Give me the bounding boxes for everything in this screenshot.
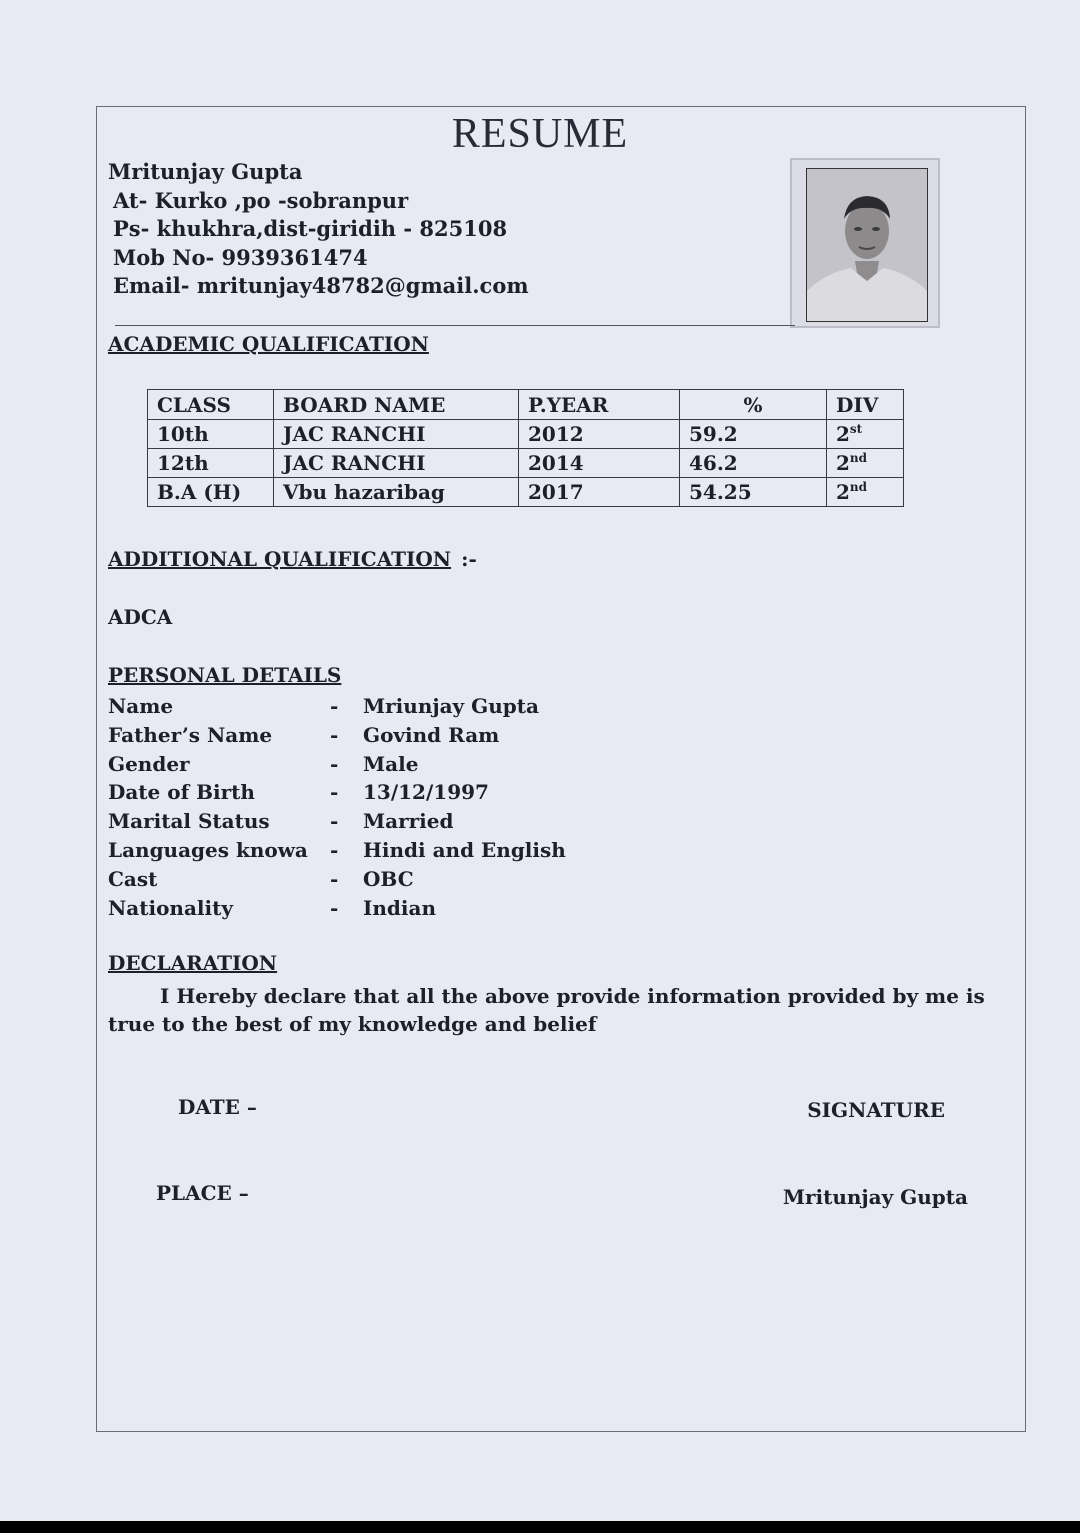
signature-label: SIGNATURE bbox=[807, 1098, 945, 1122]
email-address: Email- mritunjay48782@gmail.com bbox=[113, 273, 529, 298]
declaration-line-1: I Hereby declare that all the above provide information provided by me is bbox=[160, 984, 985, 1008]
table-row bbox=[148, 420, 904, 449]
applicant-name: Mritunjay Gupta bbox=[108, 159, 303, 184]
column-header: CLASS bbox=[148, 390, 274, 420]
table-cell: JAC RANCHI bbox=[274, 449, 519, 478]
personal-heading: PERSONAL DETAILS bbox=[108, 663, 342, 687]
table-cell: 54.25 bbox=[680, 478, 827, 507]
declaration-heading: DECLARATION bbox=[108, 951, 278, 975]
mobile-number: Mob No- 9939361474 bbox=[113, 244, 368, 270]
academic-table bbox=[147, 389, 904, 507]
table-cell: 2nd bbox=[827, 478, 904, 507]
signature-name: Mritunjay Gupta bbox=[782, 1185, 968, 1209]
table-cell: 2nd bbox=[827, 449, 904, 478]
column-header: DIV bbox=[827, 390, 904, 420]
table-cell: Vbu hazaribag bbox=[274, 478, 519, 507]
table-cell: 2014 bbox=[519, 449, 680, 478]
additional-qualification-value: ADCA bbox=[108, 605, 173, 629]
column-header: % bbox=[680, 390, 827, 420]
table-row bbox=[148, 449, 904, 478]
table-cell: B.A (H) bbox=[148, 478, 274, 507]
contact-header bbox=[108, 158, 529, 301]
person-photo-icon bbox=[807, 169, 927, 321]
table-cell: 2st bbox=[827, 420, 904, 449]
table-cell: 12th bbox=[148, 449, 274, 478]
address-line-2: Ps- khukhra,dist-giridih - 825108 bbox=[113, 216, 508, 241]
table-cell: 2012 bbox=[519, 420, 680, 449]
column-header: P.YEAR bbox=[519, 390, 680, 420]
academic-heading: ACADEMIC QUALIFICATION bbox=[108, 332, 429, 356]
table-row bbox=[148, 478, 904, 507]
declaration-line-2: true to the best of my knowledge and belief bbox=[108, 1012, 597, 1036]
resume-title: RESUME bbox=[451, 111, 629, 157]
table-header-row bbox=[148, 390, 904, 420]
declaration-text bbox=[108, 982, 998, 1038]
table-cell: 2017 bbox=[519, 478, 680, 507]
date-label: DATE – bbox=[178, 1095, 257, 1119]
passport-photo bbox=[806, 168, 928, 322]
table-cell: JAC RANCHI bbox=[274, 420, 519, 449]
passport-photo-frame bbox=[790, 158, 940, 328]
header-divider bbox=[115, 325, 795, 326]
heading-suffix: :- bbox=[461, 547, 477, 571]
place-label: PLACE – bbox=[156, 1181, 249, 1205]
table-cell: 46.2 bbox=[680, 449, 827, 478]
additional-heading: ADDITIONAL QUALIFICATION :- bbox=[108, 547, 477, 571]
table-cell: 59.2 bbox=[680, 420, 827, 449]
address-line-1: At- Kurko ,po -sobranpur bbox=[113, 187, 409, 213]
column-header: BOARD NAME bbox=[274, 390, 519, 420]
table-cell: 10th bbox=[148, 420, 274, 449]
scan-bottom-edge bbox=[0, 1521, 1080, 1533]
